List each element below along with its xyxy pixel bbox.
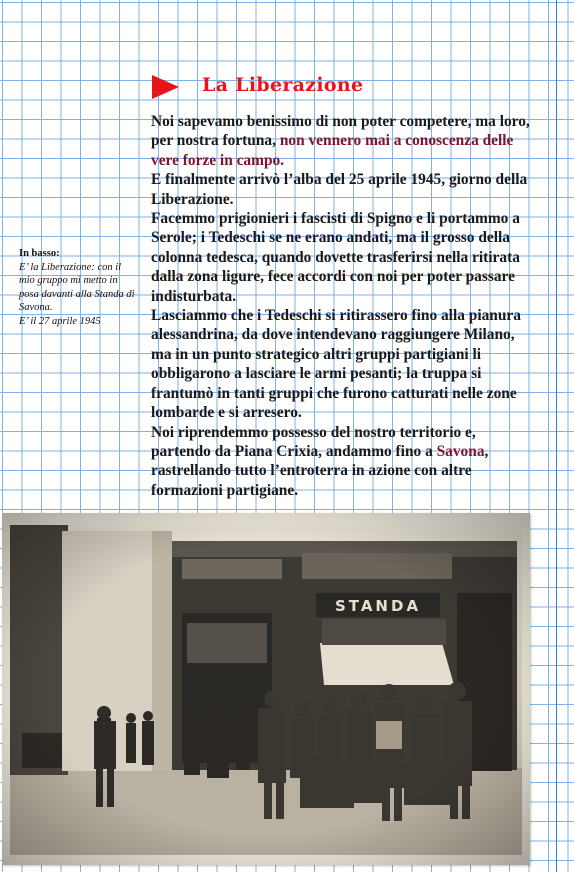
historic-photo [2, 513, 530, 865]
photo-illustration [2, 513, 530, 865]
paragraph-text: Facemmo prigionieri i fascisti di Spigno e li portammo a Serole; i Tedeschi se ne erano andati, ma il grosso della colonna tedesca, quando dovette trasferirsi nella ritirata dalla zona ligure, fece accordi con noi per poter passare indisturbata. [151, 210, 520, 305]
paragraph-text: Noi riprendemmo possesso del nostro territorio e, partendo da Piana Crixia, andammo fino a [151, 423, 476, 460]
paragraph [151, 209, 535, 306]
arrow-right-icon [152, 75, 179, 99]
page-title: La Liberazione [202, 74, 364, 96]
paragraph [151, 170, 535, 209]
paragraph [151, 112, 535, 170]
photo-caption [19, 247, 137, 329]
main-text [151, 112, 535, 500]
highlight-text: non vennero mai a conoscenza delle vere forze in campo. [151, 132, 514, 169]
caption-heading: In basso: [19, 248, 60, 259]
paragraph-text-after: , rastrellando tutto l’entroterra in azione con altre formazioni partigiane. [151, 442, 489, 499]
paragraph [151, 306, 535, 422]
highlight-text: Savona [436, 442, 485, 460]
margin-rule [556, 0, 557, 872]
caption-line1: E’ la Liberazione: con il mio gruppo mi metto in posa davanti alla Standa di Savona. [19, 261, 135, 314]
paragraph-text: Lasciammo che i Tedeschi si ritirassero fino alla pianura alessandrina, da dove intendevano raggiungere Milano, ma in un punto strategico altri gruppi partigiani li obbligarono a lasciare le armi pesanti; la truppa si frantumò in tanti gruppi che furono catturati nelle zone lombarde e si arresero. [151, 307, 521, 422]
caption-line2: E’ il 27 aprile 1945 [19, 315, 101, 327]
paragraph-text: E finalmente arrivò l’alba del 25 aprile 1945, giorno della Liberazione. [151, 171, 528, 208]
paragraph-text: Noi sapevamo benissimo di non poter competere, ma loro, per nostra fortuna, [151, 113, 530, 150]
paragraph [151, 423, 535, 501]
